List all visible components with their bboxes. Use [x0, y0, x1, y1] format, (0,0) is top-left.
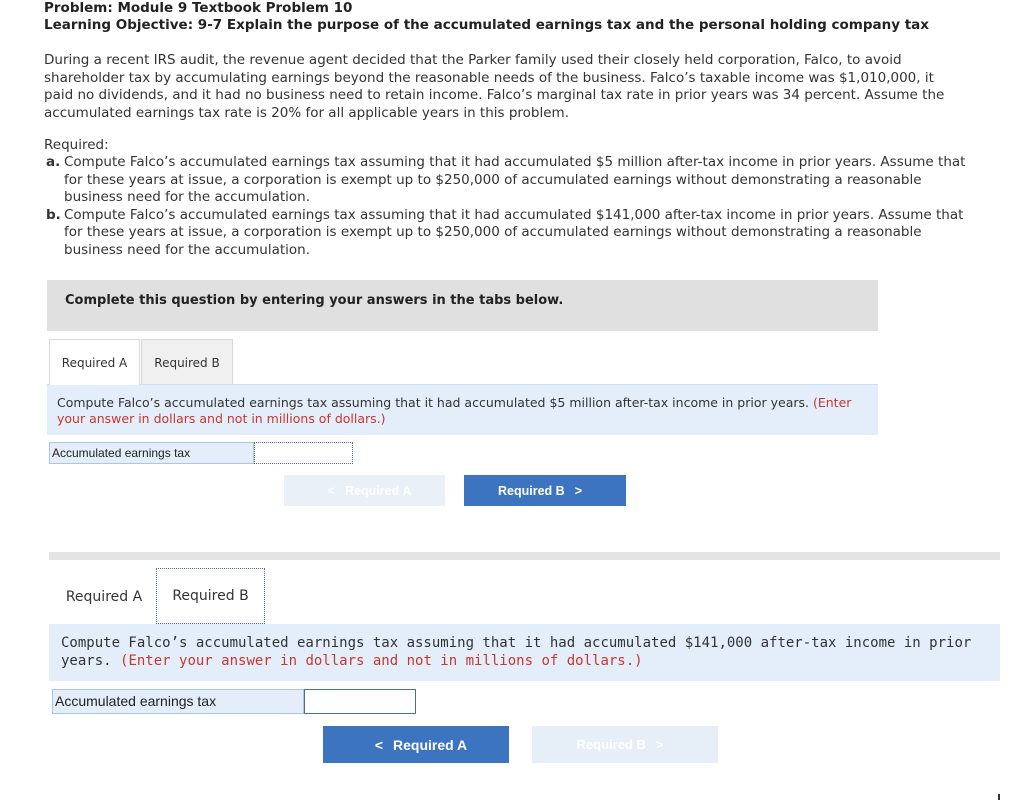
- required-item-text: Compute Falco’s accumulated earnings tax assuming that it had accumulated $141,000 after-tax income in prior years. Assume that for these years at issue, a corporation is exempt up to $250,000 of accumulated earnings without demonstrating a reasonable business need for the accumulation.: [64, 206, 964, 258]
- chevron-left-icon: <: [327, 483, 336, 498]
- previous-required-a-button[interactable]: [323, 726, 509, 763]
- accumulated-earnings-tax-input[interactable]: [254, 442, 353, 464]
- next-required-b-button[interactable]: [532, 726, 718, 763]
- chevron-right-icon: >: [655, 737, 664, 752]
- tab-required-b[interactable]: [156, 568, 265, 624]
- button-label: Required A: [345, 483, 412, 498]
- required-list: [44, 154, 969, 259]
- problem-intro: During a recent IRS audit, the revenue agent decided that the Parker family used their closely held corporation, Falco, to avoid shareholder tax by accumulating earnings beyond the reasonable needs of the business. Falco’s taxable income was $1,010,000, it paid no dividends, and it had no business need to retain income. Falco’s marginal tax rate in prior years was 34 percent. Assume the accumulated earnings tax rate is 20% for all applicable years in this problem.: [44, 52, 945, 121]
- question-prompt: Compute Falco’s accumulated earnings tax assuming that it had accumulated $5 million after-tax income in prior years.: [57, 395, 809, 410]
- previous-required-a-button[interactable]: [284, 475, 445, 506]
- required-item-text: Compute Falco’s accumulated earnings tax assuming that it had accumulated $5 million after-tax income in prior years. Assume that for these years at issue, a corporation is exempt up to $250,000 of accumulated earnings without demonstrating a reasonable business need for the accumulation.: [64, 154, 966, 205]
- tab-required-a[interactable]: [49, 339, 140, 385]
- required-item-a: [44, 154, 969, 207]
- required-item-letter: a.: [46, 154, 61, 170]
- chevron-left-icon: <: [374, 736, 384, 753]
- problem-title: Problem: Module 9 Textbook Problem 10: [44, 0, 353, 16]
- question-note: (Enter your answer in dollars and not in millions of dollars.): [120, 653, 643, 669]
- required-item-letter: b.: [46, 206, 61, 223]
- button-label: Required B: [576, 737, 646, 752]
- required-heading: Required:: [44, 137, 109, 153]
- question-text: [61, 634, 1001, 670]
- button-label: Required B: [498, 483, 565, 498]
- button-label: Required A: [393, 736, 468, 753]
- required-item-b: [44, 207, 969, 260]
- tab-required-a[interactable]: [52, 569, 156, 624]
- tab-required-b[interactable]: [141, 339, 233, 385]
- accumulated-earnings-tax-input[interactable]: [304, 689, 416, 714]
- tab-label: Required A: [61, 355, 128, 370]
- answer-label: Accumulated earnings tax: [49, 442, 254, 464]
- answer-label: Accumulated earnings tax: [52, 689, 304, 714]
- tab-label: Required A: [65, 588, 143, 605]
- next-required-b-button[interactable]: [464, 475, 626, 506]
- question-prompt: Compute Falco’s accumulated earnings tax assuming that it had accumulated $141,000 after-tax income in prior years.: [61, 635, 972, 669]
- question-text: [57, 395, 877, 426]
- tab-label: Required B: [154, 355, 220, 370]
- instructions-text: Complete this question by entering your answers in the tabs below.: [65, 293, 564, 308]
- chevron-right-icon: >: [574, 483, 582, 498]
- section-divider: [49, 552, 1000, 560]
- learning-objective: Learning Objective: 9-7 Explain the purpose of the accumulated earnings tax and the personal holding company tax: [44, 17, 929, 33]
- tab-label: Required B: [172, 588, 249, 604]
- scroll-marker: [998, 794, 1000, 800]
- question-note: (Enter your answer in dollars and not in millions of dollars.): [57, 395, 852, 426]
